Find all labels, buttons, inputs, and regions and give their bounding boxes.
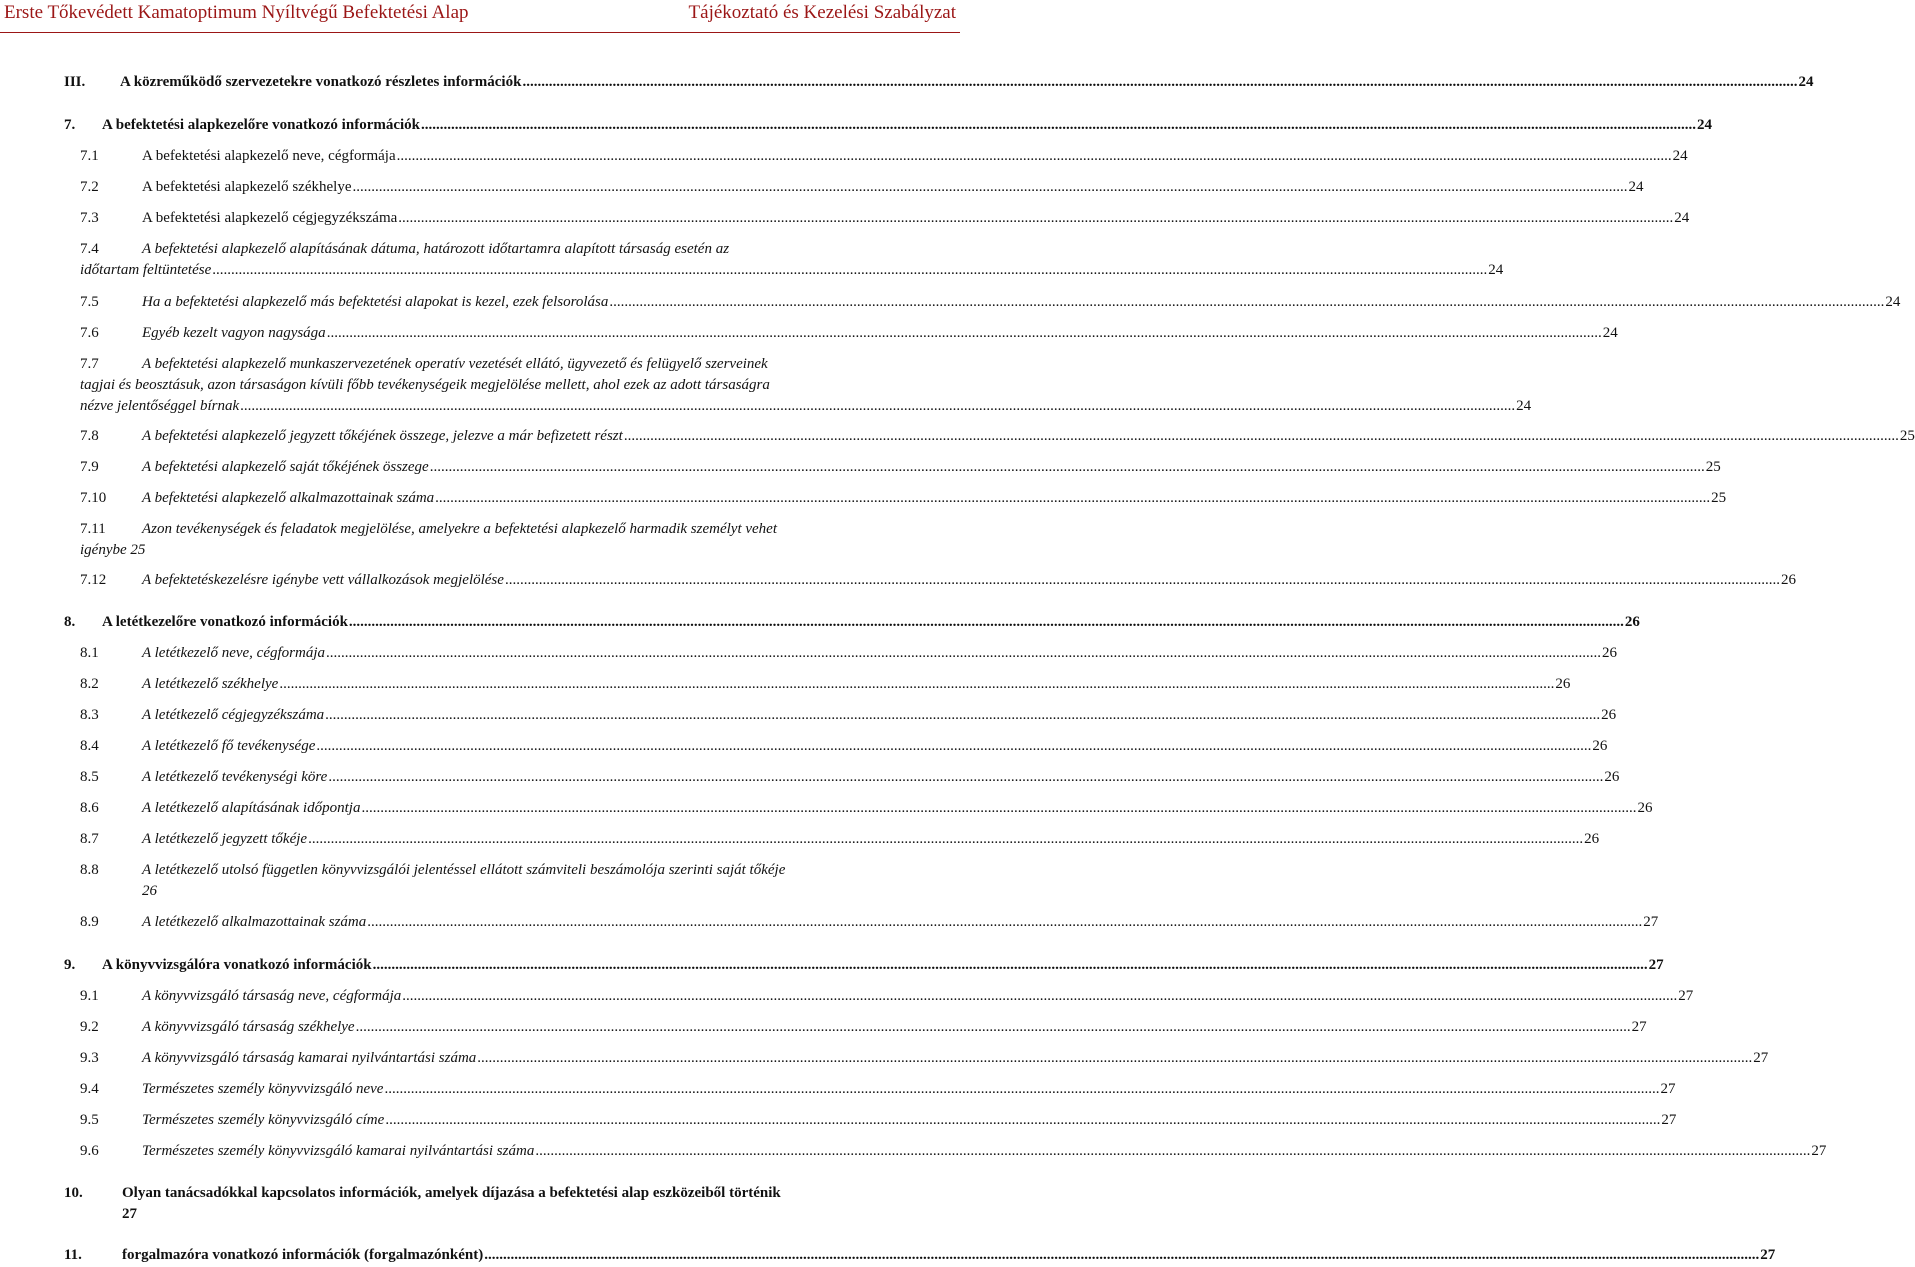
toc-entry-8-5[interactable]: 8.5 A letétkezelő tevékenységi köre ..... 26	[80, 767, 907, 788]
toc-entry-8-6[interactable]: 8.6 A letétkezelő alapításának időpontja ..... 26	[80, 798, 907, 819]
toc-entry-9[interactable]: 9. A könyvvizsgálóra vonatkozó információk ..... 27	[64, 955, 907, 976]
toc-entry-8-9[interactable]: 8.9 A letétkezelő alkalmazottainak száma ..... 27	[80, 912, 907, 933]
toc-entry-9-4[interactable]: 9.4 Természetes személy könyvvizsgáló neve ..... 27	[80, 1079, 907, 1100]
toc-entry-7-10[interactable]: 7.10 A befektetési alapkezelő alkalmazottainak száma ..... 25	[80, 488, 907, 509]
toc-entry-7-5[interactable]: 7.5 Ha a befektetési alapkezelő más befektetési alapokat is kezel, ezek felsorolása ..... 24	[80, 292, 907, 313]
toc-entry-8-2[interactable]: 8.2 A letétkezelő székhelye ..... 26	[80, 674, 907, 695]
toc-entry-10[interactable]: 10. Olyan tanácsadókkal kapcsolatos információk, amelyek díjazása a befektetési alap eszközeiből történik 27	[64, 1185, 781, 1222]
toc-entry-11[interactable]: 11. forgalmazóra vonatkozó információk (forgalmazónként) ..... 27	[64, 1245, 907, 1266]
toc-entry-8-7[interactable]: 8.7 A letétkezelő jegyzett tőkéje ..... 26	[80, 829, 907, 850]
toc-entry-9-2[interactable]: 9.2 A könyvvizsgáló társaság székhelye ..... 27	[80, 1017, 907, 1038]
header-document-type: Tájékoztató és Kezelési Szabályzat	[688, 2, 956, 23]
toc-entry-7-4[interactable]: 7.4 A befektetési alapkezelő alapításának dátuma, határozott időtartamra alapított társaság esetén az időtartam feltüntetése ..... 24	[80, 239, 907, 281]
toc-entry-7[interactable]: 7. A befektetési alapkezelőre vonatkozó információk ..... 24	[64, 115, 907, 136]
toc-entry-7-6[interactable]: 7.6 Egyéb kezelt vagyon nagysága ..... 24	[80, 323, 907, 344]
toc-entry-8-3[interactable]: 8.3 A letétkezelő cégjegyzékszáma ..... 26	[80, 705, 907, 726]
toc-entry-8-4[interactable]: 8.4 A letétkezelő fő tevékenysége ..... 26	[80, 736, 907, 757]
toc-entry-7-2[interactable]: 7.2 A befektetési alapkezelő székhelye ..... 24	[80, 177, 907, 198]
toc-entry-7-1[interactable]: 7.1 A befektetési alapkezelő neve, cégformája ..... 24	[80, 146, 907, 167]
toc-entry-7-9[interactable]: 7.9 A befektetési alapkezelő saját tőkéjének összege ..... 25	[80, 457, 907, 478]
toc-entry-9-1[interactable]: 9.1 A könyvvizsgáló társaság neve, cégformája ..... 27	[80, 986, 907, 1007]
toc-entry-9-5[interactable]: 9.5 Természetes személy könyvvizsgáló címe ..... 27	[80, 1110, 907, 1131]
toc-entry-III[interactable]: III. A közreműködő szervezetekre vonatkozó részletes információk ..... 24	[64, 72, 907, 93]
header-fund-name: Erste Tőkevédett Kamatoptimum Nyíltvégű Befektetési Alap	[4, 2, 469, 23]
toc-entry-9-6[interactable]: 9.6 Természetes személy könyvvizsgáló kamarai nyilvántartási száma ..... 27	[80, 1141, 907, 1162]
toc-entry-9-3[interactable]: 9.3 A könyvvizsgáló társaság kamarai nyilvántartási száma ..... 27	[80, 1048, 907, 1069]
toc-entry-7-3[interactable]: 7.3 A befektetési alapkezelő cégjegyzékszáma ..... 24	[80, 208, 907, 229]
toc-entry-7-8[interactable]: 7.8 A befektetési alapkezelő jegyzett tőkéjének összege, jelezve a már befizetett részt ..... 25	[80, 426, 907, 447]
toc-entry-8-1[interactable]: 8.1 A letétkezelő neve, cégformája ..... 26	[80, 643, 907, 664]
toc-entry-7-7[interactable]: 7.7 A befektetési alapkezelő munkaszervezetének operatív vezetését ellátó, ügyvezető és felügyelő szerveinek tagjai és beosztásuk, azon társaságon kívüli főbb tevékenységeik megjelölése mellett, ahol ezek az adott társaságra nézve jelentőséggel bírnak ..... 24	[80, 354, 907, 417]
toc-entry-8[interactable]: 8. A letétkezelőre vonatkozó információk ..... 26	[64, 612, 907, 633]
toc-entry-7-12[interactable]: 7.12 A befektetéskezelésre igénybe vett vállalkozások megjelölése ..... 26	[80, 570, 907, 591]
toc-entry-7-11[interactable]: 7.11 Azon tevékenységek és feladatok megjelölése, amelyekre a befektetési alapkezelő harmadik személyt vehet igénybe 25	[80, 521, 778, 558]
toc-entry-8-8[interactable]: 8.8 A letétkezelő utolsó független könyvvizsgálói jelentéssel ellátott számviteli beszámolója szerinti saját tőkéje 26	[80, 862, 786, 899]
